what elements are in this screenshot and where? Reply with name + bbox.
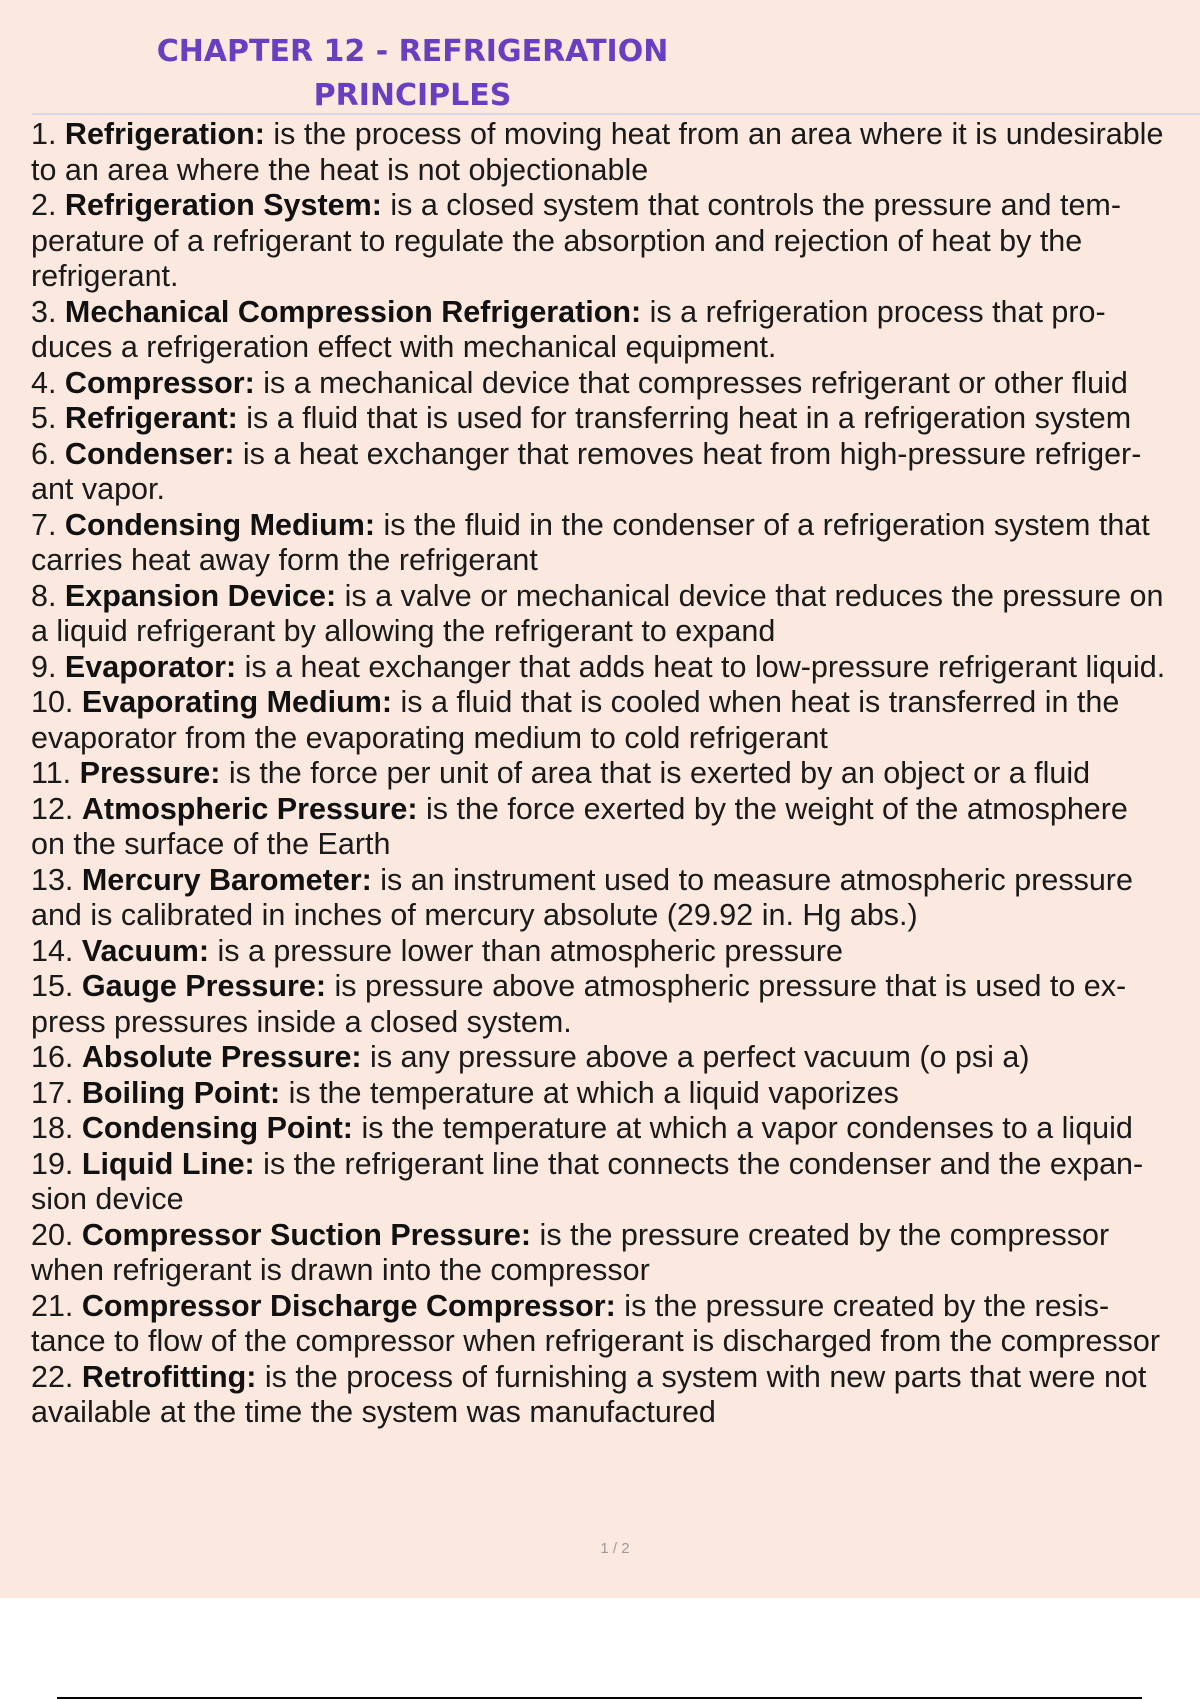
definition-number: 16.: [31, 1040, 74, 1074]
definition-continuation: [31, 1395, 1200, 1431]
definition-text: duces a refrigeration effect with mechanical equipment.: [31, 330, 777, 364]
definition-term: Vacuum:: [81, 933, 210, 968]
definition-number: 12.: [31, 791, 74, 826]
definition-item: [31, 295, 1200, 331]
definition-continuation: [31, 1182, 1200, 1218]
definition-term: Refrigeration System:: [64, 188, 382, 222]
definition-term: Mercury Barometer:: [81, 862, 372, 897]
definition-text: press pressures inside a closed system.: [31, 1004, 572, 1039]
definition-continuation: [31, 898, 1200, 934]
definition-item: [31, 756, 1200, 792]
definition-term: Condensing Medium:: [64, 507, 375, 542]
definition-text: is the temperature at which a liquid vaporizes: [280, 1075, 899, 1110]
definition-item: [31, 792, 1200, 828]
definition-continuation: [31, 721, 1200, 757]
chapter-title-line-2: PRINCIPLES: [313, 78, 512, 113]
definition-item: [31, 650, 1200, 686]
definition-number: 5.: [31, 401, 57, 435]
definition-text: is a heat exchanger that removes heat from high-pressure refriger-: [234, 436, 1142, 471]
definition-number: 18.: [31, 1111, 74, 1145]
definition-text: when refrigerant is drawn into the compressor: [31, 1253, 650, 1287]
definition-continuation: [31, 224, 1200, 260]
definition-text: is the process of furnishing a system with new parts that were not: [256, 1359, 1147, 1394]
definition-term: Mechanical Compression Refrigeration:: [64, 294, 642, 329]
definition-text: evaporator from the evaporating medium to cold refrigerant: [31, 720, 828, 755]
definition-item: [31, 1076, 1200, 1112]
definition-term: Atmospheric Pressure:: [81, 791, 418, 826]
definition-continuation: [31, 259, 1200, 295]
definition-item: [31, 1111, 1200, 1147]
chapter-title: [0, 30, 825, 118]
definition-term: Compressor Discharge Compressor:: [81, 1288, 616, 1323]
definition-item: [31, 969, 1200, 1005]
definition-continuation: [31, 543, 1200, 579]
definition-text: to an area where the heat is not objectionable: [31, 152, 649, 187]
definition-term: Compressor Suction Pressure:: [81, 1217, 532, 1252]
definition-text: is any pressure above a perfect vacuum (o psi a): [361, 1040, 1030, 1074]
definition-number: 21.: [31, 1288, 74, 1323]
definition-term: Boiling Point:: [81, 1075, 281, 1110]
definition-text: sion device: [31, 1182, 184, 1216]
definition-number: 1.: [31, 117, 57, 151]
definition-number: 7.: [31, 507, 57, 542]
definition-text: carries heat away form the refrigerant: [31, 543, 538, 577]
definition-item: [31, 579, 1200, 615]
definition-number: 6.: [31, 436, 57, 471]
definition-item: [31, 934, 1200, 970]
definition-text: is the force per unit of area that is exerted by an object or a fluid: [220, 756, 1091, 790]
definition-item: [31, 508, 1200, 544]
definition-term: Absolute Pressure:: [81, 1040, 362, 1074]
definition-term: Expansion Device:: [64, 578, 337, 613]
definition-term: Refrigeration:: [64, 117, 265, 151]
definition-item: [31, 1360, 1200, 1396]
definition-text: is the pressure created by the compressor: [531, 1217, 1110, 1252]
definition-term: Compressor:: [64, 365, 255, 400]
definition-term: Refrigerant:: [64, 401, 238, 435]
definition-continuation: [31, 330, 1200, 366]
definition-continuation: [31, 827, 1200, 863]
definition-item: [31, 366, 1200, 402]
definition-item: [31, 1040, 1200, 1076]
chapter-title-line-1: CHAPTER 12 - REFRIGERATION: [156, 34, 669, 69]
definition-term: Condensing Point:: [81, 1111, 353, 1145]
definition-text: and is calibrated in inches of mercury absolute (29.92 in. Hg abs.): [31, 898, 918, 932]
definition-number: 15.: [31, 969, 74, 1003]
definition-text: is a pressure lower than atmospheric pressure: [209, 933, 844, 968]
definition-text: is a mechanical device that compresses refrigerant or other fluid: [254, 365, 1128, 400]
definition-number: 13.: [31, 862, 74, 897]
definition-item: [31, 685, 1200, 721]
definition-text: a liquid refrigerant by allowing the refrigerant to expand: [31, 614, 776, 648]
definition-item: [31, 437, 1200, 473]
definition-item: [31, 1289, 1200, 1325]
definition-text: is an instrument used to measure atmospheric pressure: [371, 862, 1133, 897]
definition-term: Evaporator:: [64, 649, 237, 684]
definition-number: 8.: [31, 578, 57, 613]
definition-item: [31, 401, 1200, 437]
definition-item: [31, 1147, 1200, 1183]
definition-number: 19.: [31, 1146, 74, 1181]
definition-continuation: [31, 1005, 1200, 1041]
definition-number: 14.: [31, 933, 74, 968]
definition-number: 9.: [31, 649, 57, 684]
definition-text: on the surface of the Earth: [31, 827, 391, 861]
definition-continuation: [31, 614, 1200, 650]
definition-number: 3.: [31, 294, 57, 329]
definition-text: is pressure above atmospheric pressure that is used to ex-: [326, 969, 1127, 1003]
definition-text: is a closed system that controls the pressure and tem-: [381, 188, 1121, 222]
definition-list: [31, 117, 1200, 1431]
definition-item: [31, 863, 1200, 899]
definition-text: is the refrigerant line that connects the condenser and the expan-: [254, 1146, 1144, 1181]
definition-term: Gauge Pressure:: [81, 969, 326, 1003]
definition-text: is the pressure created by the resis-: [615, 1288, 1110, 1323]
definition-text: is a refrigeration process that pro-: [641, 294, 1106, 329]
definition-item: [31, 117, 1200, 153]
definition-number: 17.: [31, 1075, 74, 1110]
definition-text: is a valve or mechanical device that reduces the pressure on: [336, 578, 1164, 613]
definition-continuation: [31, 153, 1200, 189]
definition-item: [31, 1218, 1200, 1254]
definition-text: is a heat exchanger that adds heat to low-pressure refrigerant liquid.: [236, 649, 1166, 684]
definition-text: available at the time the system was manufactured: [31, 1395, 716, 1429]
definition-text: is a fluid that is cooled when heat is transferred in the: [392, 685, 1120, 719]
definition-continuation: [31, 472, 1200, 508]
definition-text: refrigerant.: [31, 259, 179, 293]
definition-text: tance to flow of the compressor when refrigerant is discharged from the compressor: [31, 1324, 1161, 1358]
bottom-divider: [57, 1697, 1142, 1699]
definition-number: 11.: [31, 756, 72, 790]
definition-text: is the temperature at which a vapor condenses to a liquid: [352, 1111, 1133, 1145]
definition-term: Pressure:: [79, 756, 221, 790]
definition-text: perature of a refrigerant to regulate the absorption and rejection of heat by the: [31, 223, 1083, 258]
definition-text: is the process of moving heat from an area where it is undesirable: [264, 117, 1164, 151]
definition-term: Condenser:: [64, 436, 235, 471]
definition-number: 22.: [31, 1359, 74, 1394]
page-indicator: 1 / 2: [600, 1540, 630, 1557]
definition-term: Liquid Line:: [81, 1146, 255, 1181]
definition-text: is the fluid in the condenser of a refrigeration system that: [375, 507, 1150, 542]
definition-text: is the force exerted by the weight of the atmosphere: [417, 791, 1128, 826]
title-divider: [32, 113, 1200, 115]
definition-item: [31, 188, 1200, 224]
definition-number: 10.: [31, 685, 74, 719]
definition-number: 4.: [31, 365, 57, 400]
definition-continuation: [31, 1253, 1200, 1289]
definition-number: 20.: [31, 1217, 74, 1252]
definition-number: 2.: [31, 188, 57, 222]
definition-continuation: [31, 1324, 1200, 1360]
definition-text: is a fluid that is used for transferring heat in a refrigeration system: [237, 401, 1132, 435]
definition-term: Retrofitting:: [81, 1359, 257, 1394]
definition-text: ant vapor.: [31, 472, 165, 506]
definition-term: Evaporating Medium:: [81, 685, 392, 719]
